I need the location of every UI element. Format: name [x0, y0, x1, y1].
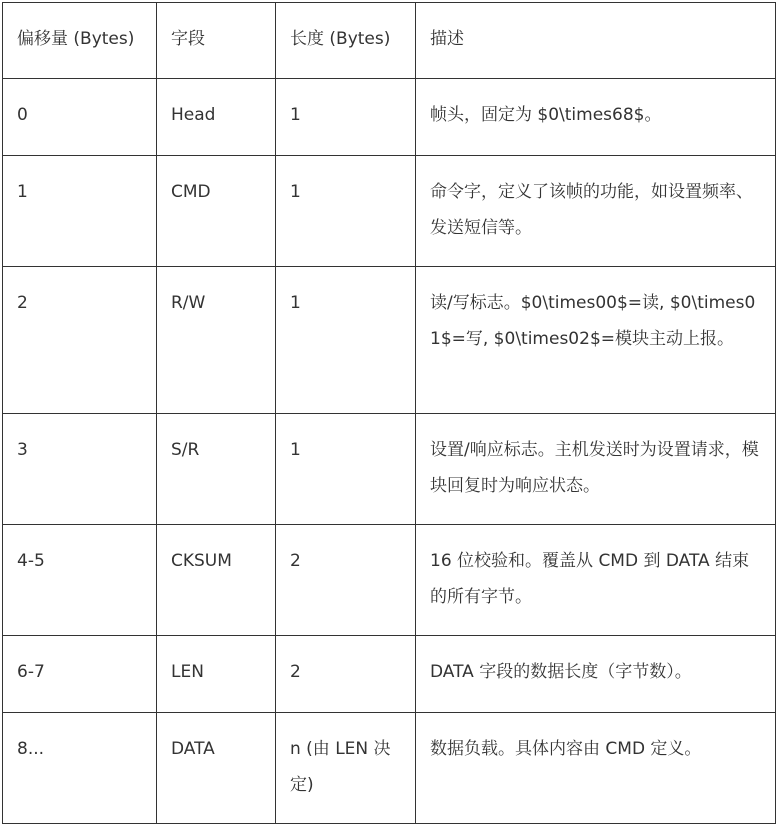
cell-length: 2	[276, 525, 416, 636]
frame-format-table	[2, 2, 776, 824]
table-header-row	[3, 3, 776, 79]
cell-length: 1	[276, 79, 416, 156]
cell-length: 1	[276, 156, 416, 267]
header-length: 长度 (Bytes)	[276, 3, 416, 79]
cell-field: LEN	[157, 636, 276, 713]
cell-offset: 3	[3, 414, 157, 525]
cell-offset: 0	[3, 79, 157, 156]
cell-length: n (由 LEN 决定)	[276, 713, 416, 824]
cell-description: 读/写标志。$0\times00$=读, $0\times01$=写, $0\times02$=模块主动上报。	[416, 267, 776, 414]
table-row	[3, 267, 776, 414]
cell-offset: 8...	[3, 713, 157, 824]
table-row	[3, 636, 776, 713]
header-offset: 偏移量 (Bytes)	[3, 3, 157, 79]
cell-field: CKSUM	[157, 525, 276, 636]
cell-field: R/W	[157, 267, 276, 414]
cell-field: CMD	[157, 156, 276, 267]
cell-offset: 4-5	[3, 525, 157, 636]
cell-length: 1	[276, 414, 416, 525]
cell-description: 设置/响应标志。主机发送时为设置请求，模块回复时为响应状态。	[416, 414, 776, 525]
cell-length: 2	[276, 636, 416, 713]
cell-offset: 2	[3, 267, 157, 414]
header-description: 描述	[416, 3, 776, 79]
table-row	[3, 79, 776, 156]
cell-offset: 6-7	[3, 636, 157, 713]
cell-field: S/R	[157, 414, 276, 525]
cell-description: DATA 字段的数据长度（字节数）。	[416, 636, 776, 713]
cell-field: DATA	[157, 713, 276, 824]
cell-description: 命令字，定义了该帧的功能，如设置频率、发送短信等。	[416, 156, 776, 267]
cell-description: 16 位校验和。覆盖从 CMD 到 DATA 结束的所有字节。	[416, 525, 776, 636]
table-row	[3, 156, 776, 267]
cell-description: 数据负载。具体内容由 CMD 定义。	[416, 713, 776, 824]
table-row	[3, 525, 776, 636]
cell-description: 帧头，固定为 $0\times68$。	[416, 79, 776, 156]
cell-field: Head	[157, 79, 276, 156]
cell-offset: 1	[3, 156, 157, 267]
header-field: 字段	[157, 3, 276, 79]
table-row	[3, 414, 776, 525]
table-row	[3, 713, 776, 824]
cell-length: 1	[276, 267, 416, 414]
